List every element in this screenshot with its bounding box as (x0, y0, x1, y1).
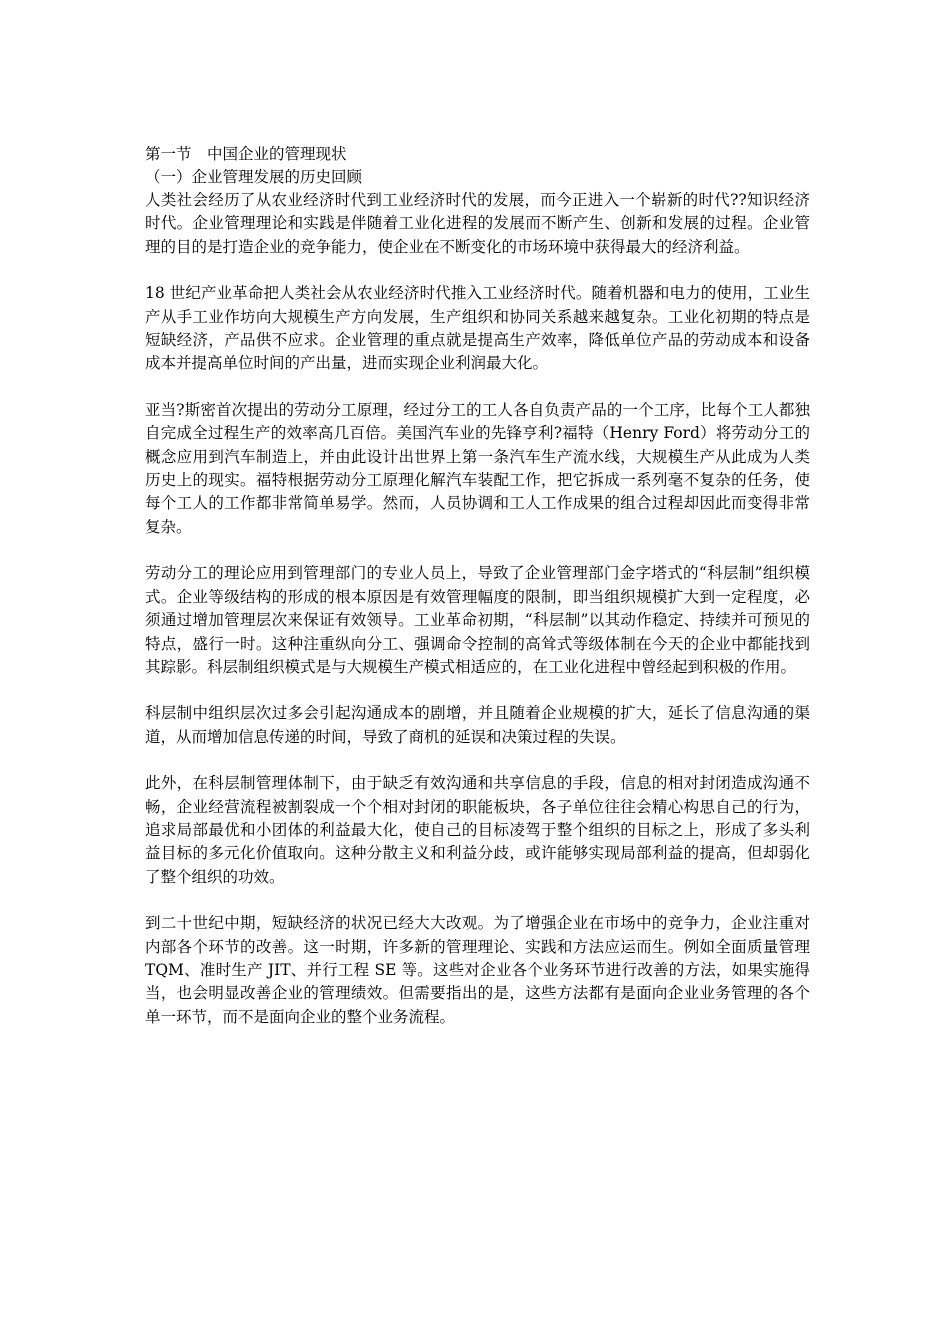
document-page (145, 143, 810, 1052)
paragraph-4: 劳动分工的理论应用到管理部门的专业人员上，导致了企业管理部门金字塔式的“科层制”组织模式。企业等级结构的形成的根本原因是有效管理幅度的限制，即当组织规模扩大到一定程度，必须通过增加管理层次来保证有效领导。工业革命初期，“科层制”以其动作稳定、持续并可预见的特点，盛行一时。这种注重纵向分工、强调命令控制的高耸式等级体制在今天的企业中都能找到其踪影。科层制组织模式是与大规模生产模式相适应的，在工业化进程中曾经起到积极的作用。 (145, 564, 810, 676)
subsection-title: （一）企业管理发展的历史回顾 (145, 168, 363, 186)
paragraph-1: 人类社会经历了从农业经济时代到工业经济时代的发展，而今正进入一个崭新的时代??知识经济时代。企业管理理论和实践是伴随着工业化进程的发展而不断产生、创新和发展的过程。企业管理的目的是打造企业的竞争能力，使企业在不断变化的市场环境中获得最大的经济利益。 (145, 191, 810, 256)
paragraph-5: 科层制中组织层次过多会引起沟通成本的剧增，并且随着企业规模的扩大，延长了信息沟通的渠道，从而增加信息传递的时间，导致了商机的延误和决策过程的失误。 (145, 704, 810, 746)
section-title: 第一节 中国企业的管理现状 (145, 145, 347, 163)
paragraph-3: 亚当?斯密首次提出的劳动分工原理，经过分工的工人各自负责产品的一个工序，比每个工人都独自完成全过程生产的效率高几百倍。美国汽车业的先锋亨利?福特（Henry Ford）将劳动分工的概念应用到汽车制造上，并由此设计出世界上第一条汽车生产流水线，大规模生产从此成为人类历史上的现实。福特根据劳动分工原理化解汽车装配工作，把它拆成一系列毫不复杂的任务，使每个工人的工作都非常简单易学。然而，人员协调和工人工作成果的组合过程却因此而变得非常复杂。 (145, 400, 810, 536)
paragraph-7: 到二十世纪中期，短缺经济的状况已经大大改观。为了增强企业在市场中的竞争力，企业注重对内部各个环节的改善。这一时期，许多新的管理理论、实践和方法应运而生。例如全面质量管理 TQM、准时生产 JIT、并行工程 SE 等。这些对企业各个业务环节进行改善的方法，如果实施得当，也会明显改善企业的管理绩效。但需要指出的是，这些方法都有是面向企业业务管理的各个单一环节，而不是面向企业的整个业务流程。 (145, 914, 810, 1026)
paragraph-2: 18 世纪产业革命把人类社会从农业经济时代推入工业经济时代。随着机器和电力的使用，工业生产从手工业作坊向大规模生产方向发展，生产组织和协同关系越来越复杂。工业化初期的特点是短缺经济，产品供不应求。企业管理的重点就是提高生产效率，降低单位产品的劳动成本和设备成本并提高单位时间的产出量，进而实现企业利润最大化。 (145, 284, 810, 373)
paragraph-6: 此外，在科层制管理体制下，由于缺乏有效沟通和共享信息的手段，信息的相对封闭造成沟通不畅，企业经营流程被割裂成一个个相对封闭的职能板块，各子单位往往会精心构思自己的行为，追求局部最优和小团体的利益最大化，使自己的目标凌驾于整个组织的目标之上，形成了多头利益目标的多元化价值取向。这种分散主义和利益分歧，或许能够实现局部利益的提高，但却弱化了整个组织的功效。 (145, 774, 810, 886)
